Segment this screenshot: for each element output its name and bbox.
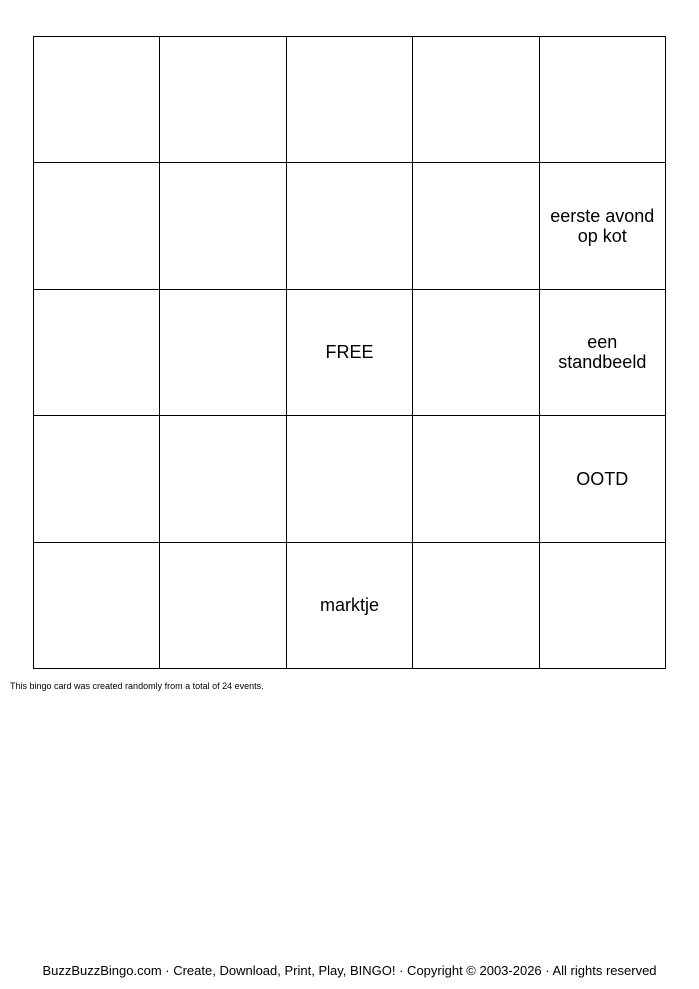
bingo-cell-r1c5 (540, 37, 666, 163)
bingo-cell-r1c1 (34, 37, 160, 163)
bingo-cell-r2c4 (413, 163, 539, 289)
bingo-cell-r4c5: OOTD (540, 416, 666, 542)
bingo-cell-r2c3 (287, 163, 413, 289)
bingo-cell-r2c5: eerste avond op kot (540, 163, 666, 289)
page-footer: BuzzBuzzBingo.com · Create, Download, Print, Play, BINGO! · Copyright © 2003-2026 · All rights reserved (42, 963, 657, 978)
bingo-free-cell: FREE (287, 290, 413, 416)
bingo-card-grid (33, 36, 666, 669)
bingo-cell-r5c1 (34, 543, 160, 669)
bingo-cell-r1c4 (413, 37, 539, 163)
bingo-cell-r4c3 (287, 416, 413, 542)
bingo-cell-r5c3: marktje (287, 543, 413, 669)
bingo-cell-r5c2 (160, 543, 286, 669)
bingo-cell-r3c1 (34, 290, 160, 416)
bingo-cell-r3c4 (413, 290, 539, 416)
bingo-cell-r4c2 (160, 416, 286, 542)
bingo-cell-r5c5 (540, 543, 666, 669)
bingo-cell-r1c3 (287, 37, 413, 163)
card-caption: This bingo card was created randomly from a total of 24 events. (10, 681, 264, 691)
bingo-cell-r3c2 (160, 290, 286, 416)
bingo-cell-r1c2 (160, 37, 286, 163)
bingo-cell-r5c4 (413, 543, 539, 669)
bingo-cell-r2c1 (34, 163, 160, 289)
bingo-cell-r4c1 (34, 416, 160, 542)
bingo-cell-r2c2 (160, 163, 286, 289)
bingo-cell-r3c5: een standbeeld (540, 290, 666, 416)
bingo-cell-r4c4 (413, 416, 539, 542)
